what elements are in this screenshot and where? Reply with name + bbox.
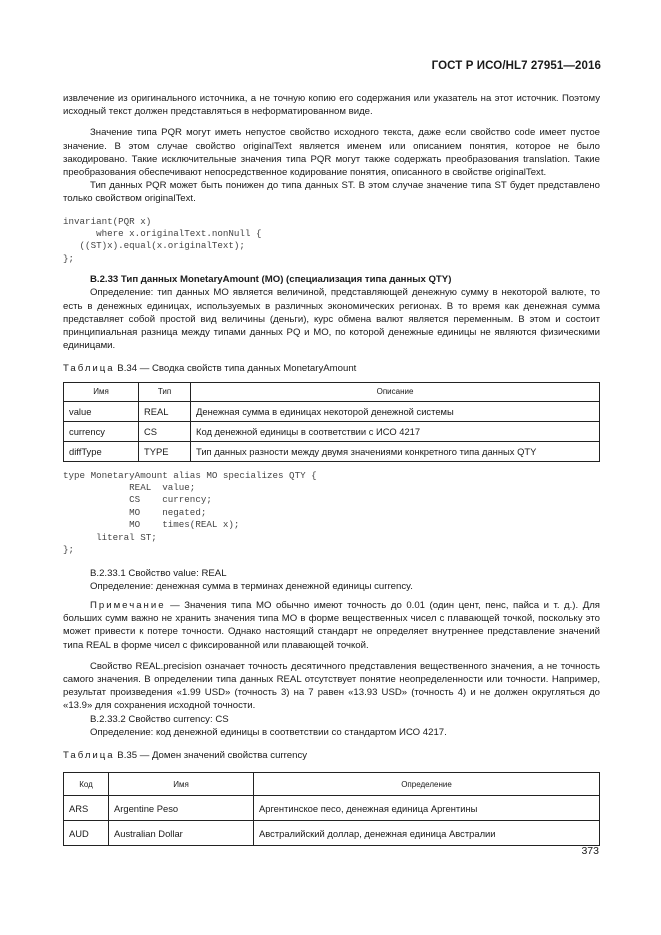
code-line: MO negated; — [63, 506, 207, 518]
table-cell: AUD — [64, 821, 109, 846]
table-row — [64, 441, 600, 461]
column-header: Код — [64, 773, 109, 796]
table-cell: TYPE — [139, 441, 191, 461]
table-cell: REAL — [139, 401, 191, 421]
code-line: where x.originalText.nonNull { — [63, 228, 262, 240]
column-header: Имя — [109, 773, 254, 796]
paragraph: Определение: тип данных МО является величиной, представляющей денежную сумму в некоторой валюте, то есть в денежных единицах, используемых в различных экономических регионах. В то время как денежная сумма представляет собой простой вид величины (деньги), курс обмена валют является переменным. В этом и состоит принципиальная разница между типами данных PQ и МО, по которой денежные единицы не являются физическими единицами. — [63, 287, 600, 352]
column-header: Определение — [254, 773, 600, 796]
caption-text: В.35 — Домен значений свойства currency — [114, 749, 308, 761]
page-content — [63, 92, 600, 846]
table-caption — [63, 362, 600, 375]
column-header: Имя — [64, 382, 139, 401]
currency-table — [63, 772, 600, 846]
note — [63, 599, 600, 652]
code-line: ((ST)x).equal(x.originalText); — [63, 240, 245, 252]
table-cell: ARS — [64, 796, 109, 821]
table-cell: Argentine Peso — [109, 796, 254, 821]
section-heading: В.2.33 Тип данных MonetaryAmount (МО) (специализация типа данных QTY) — [90, 274, 452, 286]
code-block — [63, 470, 600, 557]
table-row — [64, 401, 600, 421]
table-cell: Тип данных разности между двумя значениями конкретного типа данных QTY — [191, 441, 600, 461]
column-header: Описание — [191, 382, 600, 401]
table-cell: currency — [64, 421, 139, 441]
paragraph: Тип данных PQR может быть понижен до типа данных ST. В этом случае значение типа ST будет представлено только свойством originalText. — [63, 180, 600, 205]
column-header: Тип — [139, 382, 191, 401]
document-header: ГОСТ Р ИСО/HL7 27951—2016 — [431, 60, 601, 72]
table-header-row — [64, 382, 600, 401]
table-cell: Аргентинское песо, денежная единица Аргентины — [254, 796, 600, 821]
subsection-title: В.2.33.1 Свойство value: REAL — [90, 567, 227, 579]
code-line: MO times(REAL x); — [63, 519, 240, 531]
code-line: CS currency; — [63, 494, 212, 506]
note-text: — Значения типа МО обычно имеют точность до 0.01 (один цент, пенс, пайса и т. д.). Для больших сумм важно не хранить значения типа МО в форме вещественных чисел с плавающей точкой, поскольку это может привести к потере точности. Однако настоящий стандарт не определяет внутреннее представление значений типа REAL в форме чисел с фиксированной или плавающей точкой. — [63, 599, 600, 651]
code-line: literal ST; — [63, 531, 157, 543]
code-line: REAL value; — [63, 482, 196, 494]
paragraph: извлечение из оригинального источника, а не точную копию его содержания или указатель на этот источник. Поэтому исходный текст должен представляться в неформатированном виде. — [63, 93, 600, 118]
caption-text: В.34 — Сводка свойств типа данных MonetaryAmount — [114, 363, 357, 375]
code-line: type MonetaryAmount alias MO specializes QTY { — [63, 469, 317, 481]
code-block — [63, 216, 600, 266]
page-number: 373 — [581, 845, 599, 857]
table-row — [64, 821, 600, 846]
paragraph: Определение: денежная сумма в терминах денежной единицы currency. — [90, 580, 413, 592]
paragraph: Значение типа PQR могут иметь непустое свойство исходного текста, даже если свойство code имеет пустое значение. В этом случае свойство originalText является именем или описанием понятия, которое не было закодировано. Такие исключительные значения типа PQR могут также содержать преобразования translation. Такие преобразования обеспечивают непосредственное кодирование понятия, описанного в свойстве originalText. — [63, 127, 600, 179]
note-label: Примечание — [90, 599, 166, 611]
properties-table — [63, 382, 600, 462]
table-cell: Код денежной единицы в соответствии с ИСО 4217 — [191, 421, 600, 441]
paragraph: Свойство REAL.precision означает точность десятичного представления вещественного значения, а не точность самого значения. В определении типа данных REAL отсутствует понятие неопределенности или точности. Например, результат произведения «1.99 USD» (точность 3) на 7 равен «13.93 USD» (точность 4) и не должен округляться до «13.9» для сохранения исходной точности. — [63, 660, 600, 712]
table-cell: CS — [139, 421, 191, 441]
table-cell: Австралийский доллар, денежная единица Австралии — [254, 821, 600, 846]
table-row — [64, 796, 600, 821]
table-cell: value — [64, 401, 139, 421]
subsection-title: В.2.33.2 Свойство currency: CS — [90, 713, 229, 725]
table-cell: Денежная сумма в единицах некоторой денежной системы — [191, 401, 600, 421]
caption-prefix: Таблица — [63, 749, 115, 761]
code-line: invariant(PQR x) — [63, 215, 152, 227]
code-line: }; — [63, 252, 75, 264]
table-cell: Australian Dollar — [109, 821, 254, 846]
table-caption — [63, 749, 600, 762]
table-row — [64, 421, 600, 441]
code-line: }; — [63, 544, 75, 556]
caption-prefix: Таблица — [63, 363, 115, 375]
paragraph: Определение: код денежной единицы в соответствии со стандартом ИСО 4217. — [90, 726, 447, 738]
table-header-row — [64, 773, 600, 796]
table-cell: diffType — [64, 441, 139, 461]
